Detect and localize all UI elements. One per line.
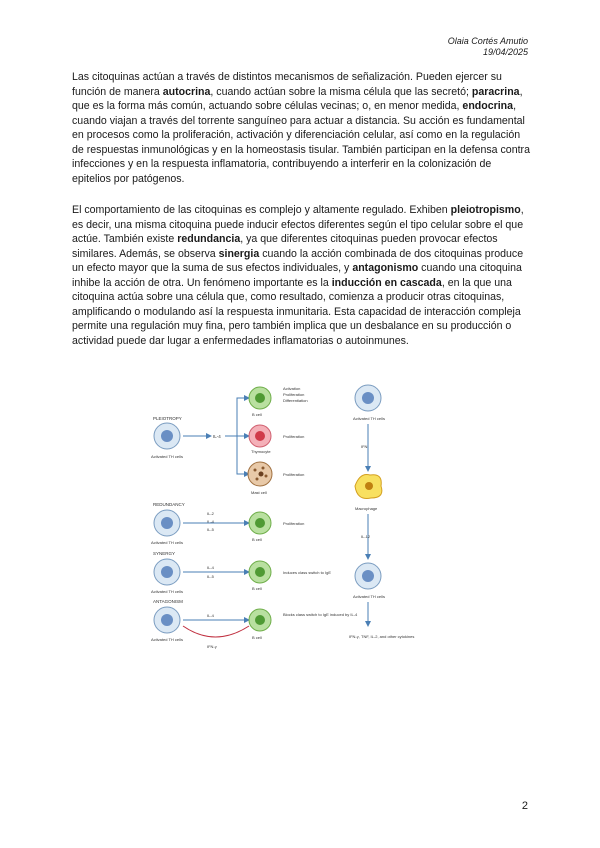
term-antagonismo: antagonismo [352,262,419,274]
switch-ige-label: Induces class switch to IgE [283,570,332,575]
term-sinergia: sinergia [218,247,260,260]
term-paracrina: paracrina [471,85,520,98]
thymocyte-icon [249,425,271,447]
block-switch-label: Blocks class switch to IgE induced by IL-4 [283,612,358,617]
term-pleiotropismo: pleiotropismo [450,204,521,216]
term-endocrina: endocrina [462,100,514,112]
redundancy-label: REDUNDANCY [153,502,185,507]
th-cell-icon [154,559,180,585]
th-cell-icon [355,385,381,411]
il2-label: IL-2 [207,511,214,516]
antagonism-label: ANTAGONISM [153,599,183,604]
paragraph-behavior: El comportamiento de las citoquinas es complejo y altamente regulado. Exhiben pleiotropismo, es decir, una misma citoquina puede inducir efectos diferentes según el tipo celular sobre el que actúe. También existe redundancia, ya que diferentes citoquinas pueden provocar efectos similares. Además, se observa sinergia cuando la acción combinada de dos citoquinas produce un efecto mayor que la suma de sus efectos individuales, y antagonismo cuando una citoquina inhibe la acción de otra. Un fenómeno importante es la inducción en cascada, en la que una citoquina actúa sobre una célula que, como resultado, comienza a producir otras citoquinas, amplificando o modulando así la respuesta inmunitaria. Esta capacidad de interacción compleja permite una regulación muy fina, pero también implica que un desbalance en su producción o actividad puede dar lugar a enfermedades inflamatorias o autoinmunes. [72,204,524,347]
term-autocrina: autocrina [162,85,211,98]
b-cell-icon [249,512,271,534]
redundancy-proliferation-label: Proliferation [283,521,305,526]
activated-th-label: Activated TH cells [353,416,385,421]
activation-label: Activation [283,386,301,391]
paragraph-signaling: Las citoquinas actúan a través de distintos mecanismos de señalización. Pueden ejercer su función de manera autocrina, cuando actúan sobre la misma célula que las secretó; paracrina, que es la forma más común, actuando sobre células vecinas; o, en menor medida, endocrina, cuando viajan a través del torrente sanguíneo para actuar a distancia. Su acción es fundamental en procesos como la proliferación, activación y diferenciación celular, así como en la regulación de respuestas inmunológicas y en la homeostasis tisular. También participan en la defensa contra infecciones y en la respuesta inflamatoria, contribuyendo a interferir en la colonización de epitelios por patógenos. [72,71,530,185]
th-cell-icon [154,510,180,536]
il4-label: IL-4 [207,519,214,524]
activated-th-label: Activated TH cells [151,637,183,642]
b-cell-label: B cell [252,586,262,591]
cytokine-diagram [145,376,415,663]
b-cell-icon [249,561,271,583]
il4-label: IL-4 [207,565,214,570]
antagonism-section [151,599,358,649]
thymocyte-proliferation-label: Proliferation [283,434,305,439]
cytokine-properties-figure [145,376,415,663]
pleiotropy-label: PLEIOTROPY [153,416,182,421]
th-cell-icon [355,563,381,589]
b-cell-icon [249,387,271,409]
macrophage-icon [355,474,382,498]
page-number: 2 [521,800,528,812]
synergy-label: SYNERGY [153,551,176,556]
thymocyte-label: Thymocyte [251,449,271,454]
activated-th-cells-label: Activated TH cells [353,594,385,599]
term-redundancia: redundancia [177,233,241,245]
page-header [448,36,528,58]
b-cell-icon [249,609,271,631]
mast-cell-label: Mast cell [251,490,267,495]
il4-label: IL-4 [207,613,214,618]
macrophage-label: Macrophage [355,506,378,511]
mast-cell-proliferation-label: Proliferation [283,472,305,477]
activated-th-label: Activated TH cells [151,454,183,459]
author-name: Olaia Cortés Amutio [447,36,528,46]
differentiation-label: Differentiation [283,398,308,403]
th-cell-icon [154,423,180,449]
activated-th-label: Activated TH cells [151,540,183,545]
cascade-products-label: IFN-γ, TNF, IL-2, and other cytokines [349,634,415,639]
ifn-label: IFN [361,444,368,449]
ifn-gamma-label: IFN-γ [207,644,217,649]
il5-label: IL-5 [207,574,214,579]
mast-cell-icon [248,462,272,486]
term-induccion-cascada: inducción en cascada [331,276,442,289]
synergy-section [151,551,331,594]
il12-label: IL-12 [361,534,371,539]
activated-th-label: Activated TH cells [151,589,183,594]
th-cell-icon [154,607,180,633]
il4-label: IL-4 [213,434,221,439]
b-cell-label: B cell [252,635,262,640]
b-cell-label: B cell [252,412,262,417]
proliferation-label: Proliferation [283,392,305,397]
redundancy-section [151,502,304,545]
header-date: 19/04/2025 [482,47,528,57]
pleiotropy-section [151,386,308,495]
cascade-section [349,385,414,639]
b-cell-label: B cell [252,537,262,542]
il5-label: IL-5 [207,527,214,532]
